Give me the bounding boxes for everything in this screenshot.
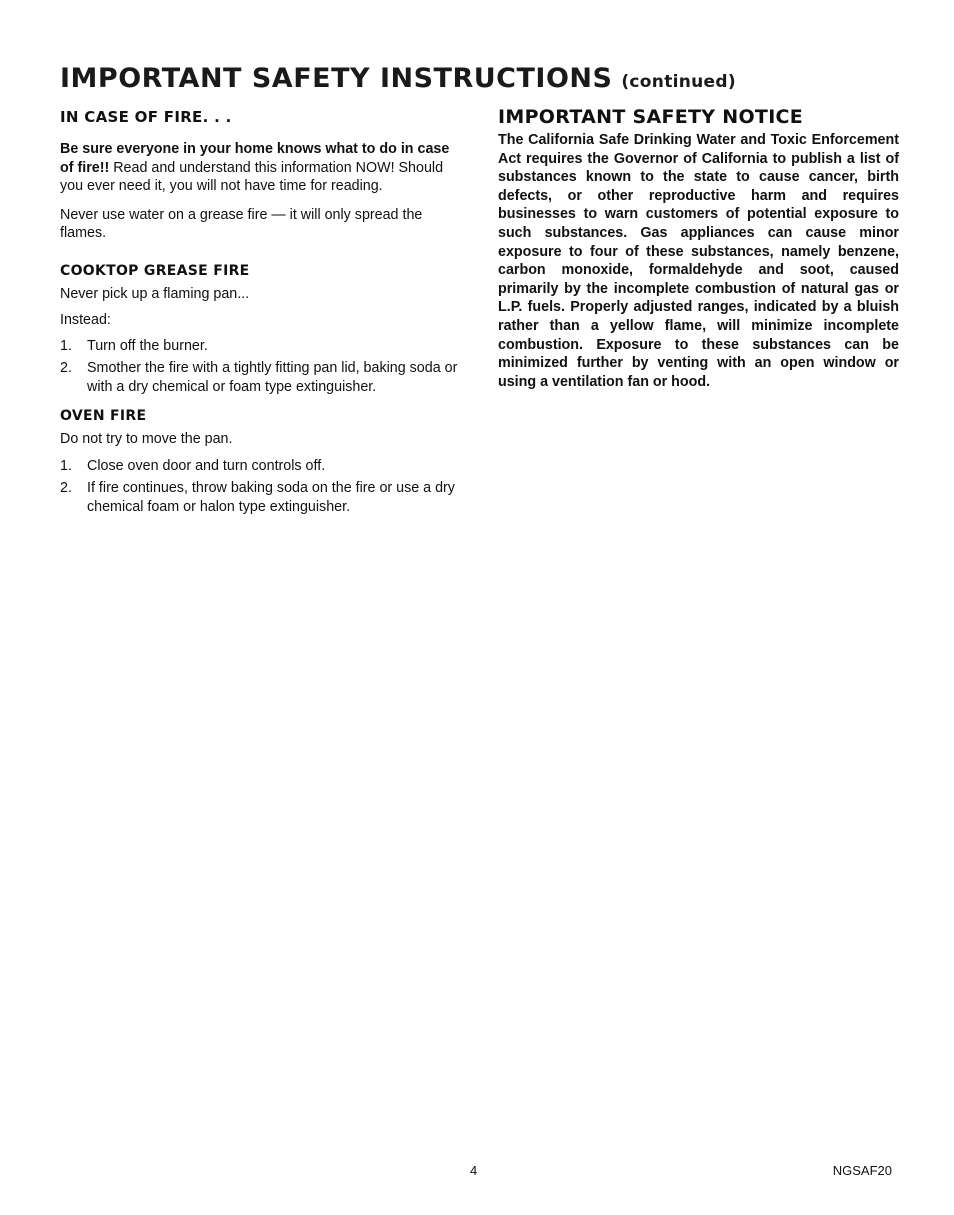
- notice-heading: IMPORTANT SAFETY NOTICE: [498, 106, 804, 128]
- fire-intro-rest: Read and understand this information NOW! Should you ever need it, you will not have time for reading.: [60, 159, 444, 194]
- step-text: Close oven door and turn controls off.: [87, 457, 326, 474]
- list-item: [60, 479, 463, 516]
- fire-section: [60, 106, 463, 526]
- oven-heading: OVEN FIRE: [60, 408, 147, 424]
- step-number: 1.: [60, 457, 72, 474]
- title-main: IMPORTANT SAFETY INSTRUCTIONS: [60, 63, 613, 94]
- fire-heading: IN CASE OF FIRE. . .: [60, 108, 232, 126]
- cooktop-line2: Instead:: [60, 312, 111, 328]
- notice-section: [498, 106, 899, 391]
- document-code: NGSAF20: [832, 1163, 892, 1178]
- step-number: 2.: [60, 480, 72, 496]
- oven-steps: [60, 457, 463, 517]
- oven-line1: Do not try to move the pan.: [60, 431, 233, 447]
- cooktop-line1: Never pick up a flaming pan...: [60, 285, 250, 302]
- step-number: 2.: [60, 360, 72, 376]
- list-item: [60, 337, 463, 356]
- cooktop-steps: [60, 337, 463, 397]
- step-number: 1.: [60, 337, 72, 354]
- fire-intro: [60, 140, 463, 196]
- cooktop-heading: COOKTOP GREASE FIRE: [60, 262, 250, 279]
- step-text: If fire continues, throw baking soda on the fire or use a dry chemical foam or halon type extinguisher.: [87, 480, 455, 515]
- grease-warning: Never use water on a grease fire — it will only spread the flames.: [60, 206, 423, 241]
- step-text: Turn off the burner.: [87, 337, 208, 354]
- list-item: [60, 457, 463, 476]
- step-text: Smother the fire with a tightly fitting pan lid, baking soda or with a dry chemical or foam type extinguisher.: [87, 360, 458, 395]
- list-item: [60, 359, 463, 396]
- page-title: [60, 60, 920, 98]
- notice-body: The California Safe Drinking Water and Toxic Enforcement Act requires the Governor of California to publish a list of substances known to the state to cause cancer, birth defects, or other reproductive harm and requires businesses to warn customers of potential exposure to such substances. Gas appliances can cause minor exposure to four of these substances, namely benzene, carbon monoxide, formaldehyde and soot, caused primarily by the incomplete combustion of natural gas or L.P. fuels. Properly adjusted ranges, indicated by a bluish rather than a yellow flame, will minimize incomplete combustion. Exposure to these substances can be minimized further by venting with an open window or using a ventilation fan or hood.: [498, 132, 899, 390]
- title-subtitle: (continued): [621, 72, 736, 92]
- page-number: 4: [470, 1163, 478, 1178]
- fire-intro-bold: Be sure everyone in your home knows what to do in case of fire!!: [60, 141, 450, 176]
